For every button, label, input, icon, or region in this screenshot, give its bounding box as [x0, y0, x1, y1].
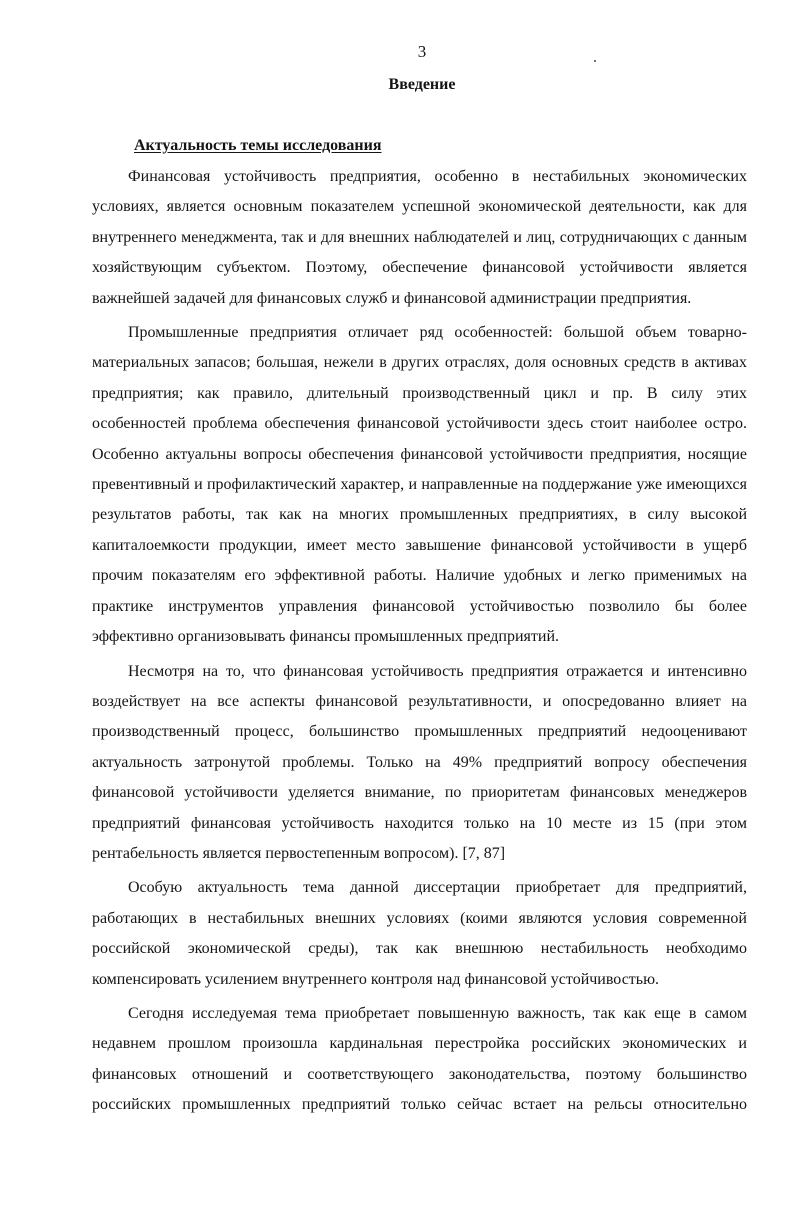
paragraph-3: Несмотря на то, что финансовая устойчивость предприятия отражается и интенсивно воздействует на все аспекты финансовой результативности, и опосредованно влияет на производственный процесс, большинство промышленных предприятий недооценивают актуальность затронутой проблемы. Только на 49% предприятий вопросу обеспечения финансовой устойчивости уделяется внимание, по приоритетам финансовых менеджеров предприятий финансовая устойчивость находится только на 10 месте из 15 (при этом рентабельность является первостепенным вопросом). [7, 87] [92, 662, 747, 862]
paragraph-1: Финансовая устойчивость предприятия, особенно в нестабильных экономических условиях, является основным показателем успешной экономической деятельности, как для внутреннего менеджмента, так и для внешних наблюдателей и лиц, сотрудничающих с данным хозяйствующим субъектом. Поэтому, обеспечение финансовой устойчивости является важнейшей задачей для финансовых служб и финансовой администрации предприятия. [92, 168, 747, 307]
paragraph-4: Особую актуальность тема данной диссертации приобретает для предприятий, работающих в нестабильных внешних условиях (коими являются условия современной российской экономической среды), так как внешнюю нестабильность необходимо компенсировать усилением внутреннего контроля над финансовой устойчивостью. [92, 879, 747, 988]
paragraph-2: Промышленные предприятия отличает ряд особенностей: большой объем товарно-материальных запасов; большая, нежели в других отраслях, доля основных средств в активах предприятия; как правило, длительный производственный цикл и пр. В силу этих особенностей проблема обеспечения финансовой устойчивости здесь стоит наиболее остро. Особенно актуальны вопросы обеспечения финансовой устойчивости предприятия, носящие превентивный и профилактический характер, и направленные на поддержание уже имеющихся результатов работы, так как на многих промышленных предприятиях, в силу высокой капиталоемкости продукции, имеет место завышение финансовой устойчивости в ущерб прочим показателям его эффективной работы. Наличие удобных и легко применимых на практике инструментов управления финансовой устойчивостью позволило бы более эффективно организовывать финансы промышленных предприятий. [92, 324, 747, 646]
paragraph-5: Сегодня исследуемая тема приобретает повышенную важность, так как еще в самом недавнем прошлом произошла кардинальная перестройка российских экономических и финансовых отношений и соответствующего законодательства, поэтому большинство российских промышленных предприятий только сейчас встает на рельсы относительно [92, 1004, 747, 1114]
body-text [92, 162, 747, 1125]
page-number: 3 [417, 42, 427, 61]
scan-speck [594, 60, 596, 62]
page-title: Введение [388, 76, 456, 93]
section-heading: Актуальность темы исследования [134, 137, 382, 154]
